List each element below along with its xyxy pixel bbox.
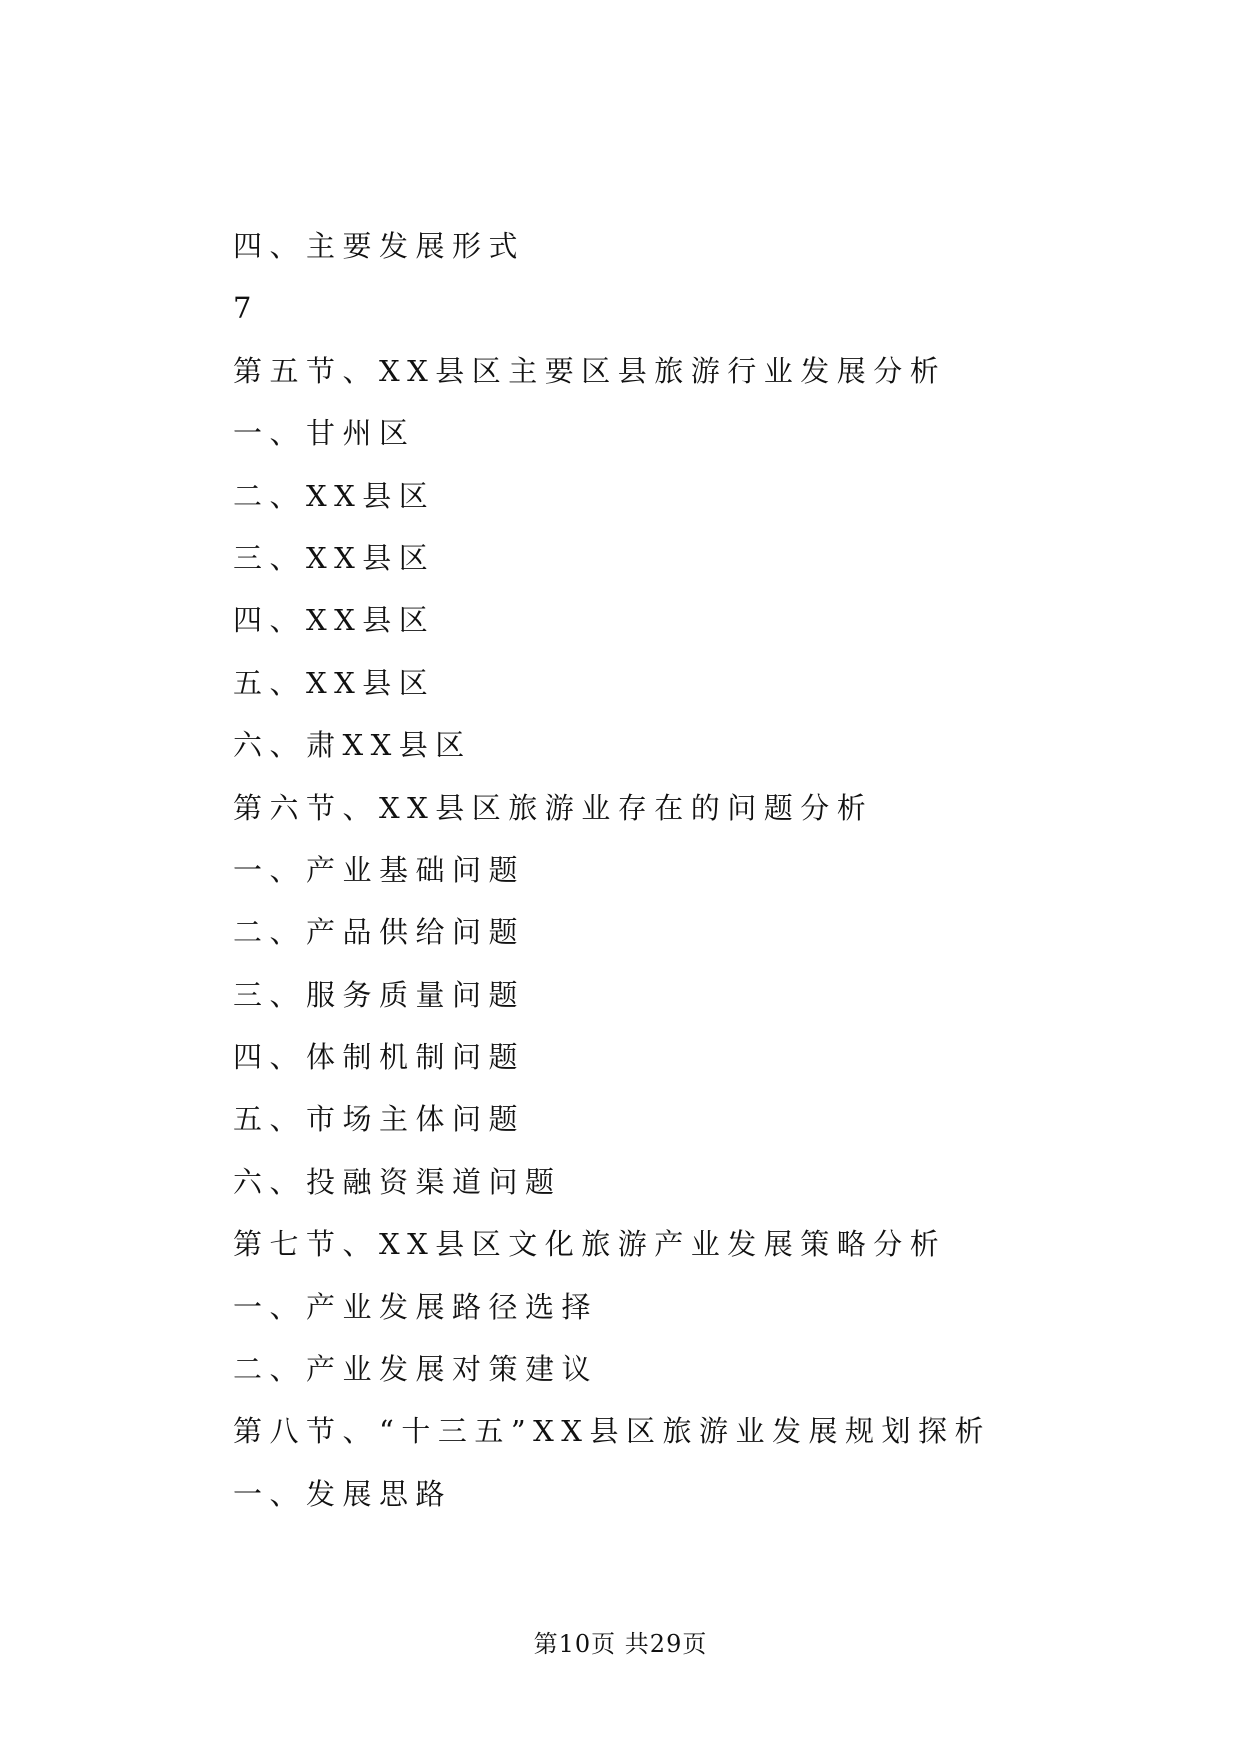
section-heading: 第七节、XX县区文化旅游产业发展策略分析 <box>233 1227 947 1262</box>
toc-line: 三、XX县区 <box>233 540 436 575</box>
toc-line: 一、发展思路 <box>233 1476 453 1511</box>
section-heading: 第五节、XX县区主要区县旅游行业发展分析 <box>233 353 947 388</box>
toc-line: 二、产业发展对策建议 <box>233 1352 599 1387</box>
section-heading: 第八节、“十三五”XX县区旅游业发展规划探析 <box>233 1414 991 1449</box>
toc-line: 四、体制机制问题 <box>233 1040 526 1075</box>
toc-list <box>233 229 991 1542</box>
toc-line: 五、XX县区 <box>233 665 436 700</box>
page-footer: 第10页 共29页 <box>533 1630 708 1658</box>
section-heading: 第六节、XX县区旅游业存在的问题分析 <box>233 790 874 825</box>
toc-line: 一、甘州区 <box>233 416 416 451</box>
toc-line: 五、市场主体问题 <box>233 1102 526 1137</box>
toc-line: 四、XX县区 <box>233 603 436 638</box>
toc-line: 一、产业基础问题 <box>233 852 526 887</box>
toc-line: 四、主要发展形式 <box>233 229 526 263</box>
toc-line: 二、XX县区 <box>233 478 436 513</box>
page-number-ref: 7 <box>233 291 259 326</box>
toc-line: 三、服务质量问题 <box>233 977 526 1012</box>
toc-line: 一、产业发展路径选择 <box>233 1289 599 1324</box>
toc-line: 六、肃XX县区 <box>233 728 472 763</box>
toc-line: 六、投融资渠道问题 <box>233 1164 562 1199</box>
toc-line: 二、产品供给问题 <box>233 915 526 950</box>
